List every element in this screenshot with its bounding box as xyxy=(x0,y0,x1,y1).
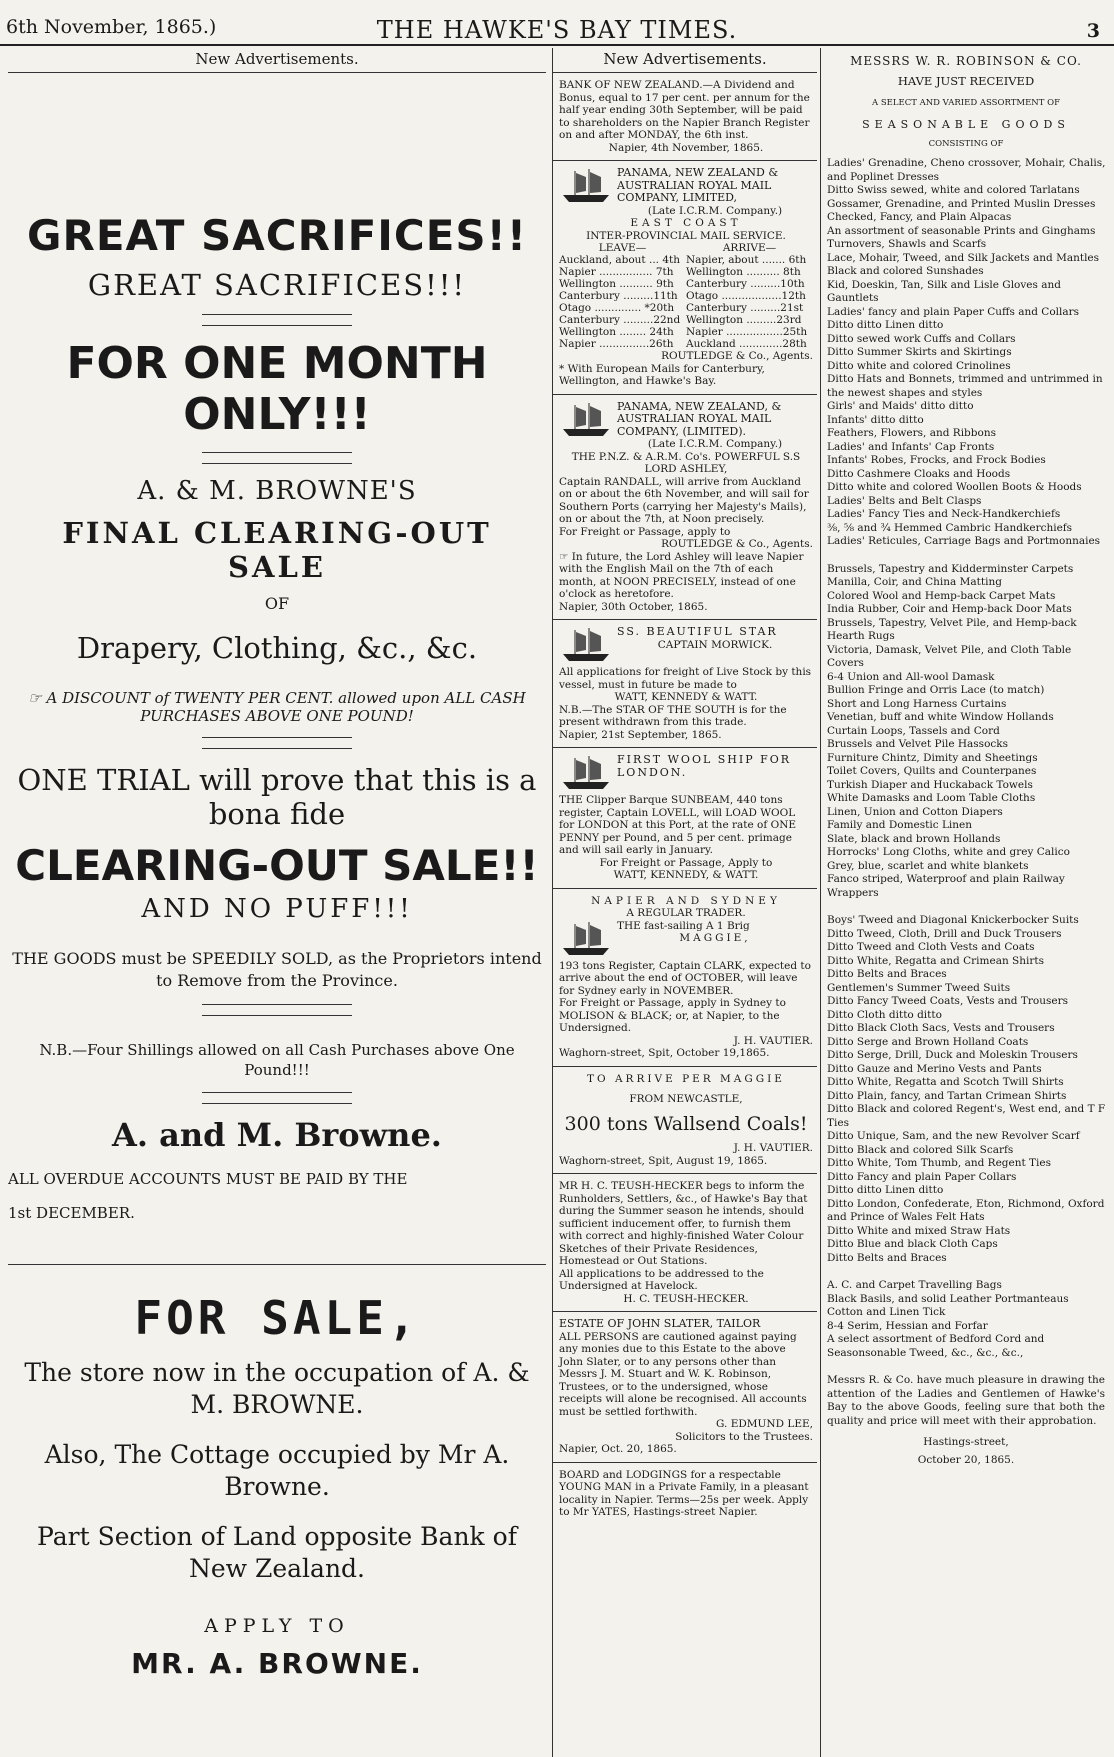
ad-text: 193 tons Register, Captain CLARK, expected to arrive about the end of OCTOBER, will leave for Sydney early in NOVEMBER. xyxy=(559,959,811,997)
goods-item: ⅜, ⅝ and ¾ Hemmed Cambric Handkerchiefs xyxy=(827,521,1073,534)
ad-text: All applications for freight of Live Stock by this vessel, must in future be made to xyxy=(559,666,812,691)
overdue-notice: ALL OVERDUE ACCOUNTS MUST BE PAID BY THE xyxy=(8,1170,408,1188)
ad-text: APPLY TO xyxy=(204,1615,350,1637)
ad-text: For Freight or Passage, Apply to xyxy=(599,856,773,869)
coals-ad xyxy=(553,1067,817,1175)
goods-item: Ladies' and Infants' Cap Fronts xyxy=(827,440,995,453)
goods-item: A. C. and Carpet Travelling Bags xyxy=(827,1279,1002,1291)
goods-item: Manilla, Coir, and China Matting xyxy=(827,576,1002,588)
goods-item: Girls' and Maids' ditto ditto xyxy=(827,400,974,412)
ad-headline: FOR ONE MONTH ONLY!!! xyxy=(66,338,488,440)
ad-agent: J. H. VAUTIER. xyxy=(733,1034,813,1047)
goods-item: 8-4 Serim, Hessian and Forfar xyxy=(827,1319,988,1332)
schedule-cell: Otago ..................12th xyxy=(685,290,806,302)
ad-text: The store now in the occupation of A. & M. BROWNE. xyxy=(24,1358,530,1419)
goods-item: Ditto white and colored Woollen Boots & Hoods xyxy=(827,481,1082,493)
ad-date: Napier, Oct. 20, 1865. xyxy=(559,1443,677,1455)
estate-notice-ad xyxy=(553,1312,817,1463)
goods-item: Ditto Belts and Braces xyxy=(827,968,947,980)
ad-subheading: HAVE JUST RECEIVED xyxy=(897,74,1035,88)
column-heading: New Advertisements. xyxy=(553,48,817,73)
goods-item: Turkish Diaper and Huckaback Towels xyxy=(827,778,1033,791)
schedule-cell: Canterbury .........10th xyxy=(685,278,805,290)
ad-agent: Solicitors to the Trustees. xyxy=(675,1430,813,1443)
goods-item: Ditto white and colored Crinolines xyxy=(827,359,1011,372)
goods-item: A select assortment of Bedford Cord and Seasonsonable Tweed, &c., &c., &c., xyxy=(827,1333,1045,1359)
ad-subheading: INTER-PROVINCIAL MAIL SERVICE. xyxy=(586,229,786,242)
goods-item: Ditto White and mixed Straw Hats xyxy=(827,1224,1011,1237)
ad-headline: FOR SALE, xyxy=(134,1291,420,1345)
bank-dividend-ad xyxy=(553,73,817,161)
discount-notice: ☞ A DISCOUNT of TWENTY PER CENT. allowed upon ALL CASH PURCHASES ABOVE ONE POUND! xyxy=(28,689,526,725)
goods-item: Linen, Union and Cotton Diapers xyxy=(827,805,1003,818)
goods-item: Ditto London, Confederate, Eton, Richmond, Oxford and Prince of Wales Felt Hats xyxy=(827,1197,1105,1223)
ad-date: Napier, 30th October, 1865. xyxy=(559,600,708,613)
goods-item: Grey, blue, scarlet and white blankets xyxy=(827,859,1029,872)
ad-subheading: FROM NEWCASTLE, xyxy=(629,1093,743,1105)
ad-text: Also, The Cottage occupied by Mr A. Browne. xyxy=(44,1440,510,1501)
ad-headline: GREAT SACRIFICES!! xyxy=(27,211,527,260)
goods-list-travel xyxy=(821,1279,1111,1360)
goods-item: Ditto Unique, Sam, and the new Revolver Scarf xyxy=(827,1130,1080,1142)
goods-item: Ladies' fancy and plain Paper Cuffs and Collars xyxy=(827,305,1080,318)
goods-item: Ditto Belts and Braces xyxy=(827,1251,947,1264)
ad-heading: PANAMA, NEW ZEALAND & AUSTRALIAN ROYAL MAIL COMPANY, LIMITED, xyxy=(617,166,779,204)
ad-headline: MR. A. BROWNE. xyxy=(131,1647,423,1680)
goods-list-household xyxy=(821,563,1111,901)
goods-item: Ditto Tweed, Cloth, Drill and Duck Trousers xyxy=(827,927,1062,940)
goods-item: Gossamer, Grenadine, and Printed Muslin Dresses xyxy=(827,197,1096,210)
ad-text: THE Clipper Barque SUNBEAM, 440 tons register, Captain LOVELL, will LOAD WOOL for LONDON at this Port, at the rate of ONE PENNY per Pound, and 5 per cent. primage and will sail early in January. xyxy=(559,794,797,856)
column-right xyxy=(820,48,1111,1757)
ad-text: A. & M. BROWNE'S xyxy=(137,476,417,506)
lodgings-ad xyxy=(553,1463,817,1525)
goods-item: Checked, Fancy, and Plain Alpacas xyxy=(827,211,1012,223)
goods-item: Toilet Covers, Quilts and Counterpanes xyxy=(827,765,1037,777)
goods-item: Infants' Robes, Frocks, and Frock Bodies xyxy=(827,454,1046,466)
schedule-head: ARRIVE— xyxy=(722,242,777,254)
goods-item: Ditto White, Regatta and Crimean Shirts xyxy=(827,954,1044,967)
goods-item: Black Basils, and solid Leather Portmanteaus xyxy=(827,1292,1069,1305)
ad-address: Hastings-street, xyxy=(923,1436,1009,1448)
goods-item: Ladies' Reticules, Carriage Bags and Portmonnaies xyxy=(827,535,1101,547)
ad-text xyxy=(8,1162,546,1230)
ad-signature: A. and M. Browne. xyxy=(112,1116,442,1154)
issue-date: 6th November, 1865.) xyxy=(6,16,217,38)
page-number: 3 xyxy=(1086,20,1100,42)
masthead xyxy=(0,0,1114,46)
ad-heading: PANAMA, NEW ZEALAND, & AUSTRALIAN ROYAL MAIL COMPANY, (LIMITED). xyxy=(617,399,782,438)
goods-item: Cotton and Linen Tick xyxy=(827,1306,946,1318)
schedule-cell: Wellington ........ 24th xyxy=(559,326,674,338)
goods-item: Family and Domestic Linen xyxy=(827,819,973,831)
schedule-cell: Napier ................ 7th xyxy=(559,266,674,278)
ad-text: N.B.—Four Shillings allowed on all Cash Purchases above One Pound!!! xyxy=(39,1041,515,1079)
ad-agent: H. C. TEUSH-HECKER. xyxy=(623,1292,749,1305)
ad-subheading: (Late I.C.R.M. Company.) xyxy=(647,204,783,217)
ship-icon xyxy=(559,626,613,664)
ad-note: ☞ In future, the Lord Ashley will leave Napier with the English Mail on the 7th of each month, at NOON PRECISELY, instead of one o'clock as heretofore. xyxy=(559,550,804,600)
ad-heading: ESTATE OF JOHN SLATER, TAILOR xyxy=(559,1317,761,1330)
schedule-cell: Wellington .......... 8th xyxy=(685,266,801,278)
for-sale-ad xyxy=(8,1291,546,1680)
ad-date: October 20, 1865. xyxy=(917,1454,1015,1466)
goods-item: White Damasks and Loom Table Cloths xyxy=(827,792,1036,804)
goods-list-clothing xyxy=(821,914,1111,1265)
ad-text: Captain RANDALL, will arrive from Auckland on or about the 6th November, and will sail for Southern Ports (carrying her Majesty's Mails), on or about the 7th, at Noon precisely. xyxy=(559,475,809,525)
ad-text: Part Section of Land opposite Bank of New Zealand. xyxy=(37,1522,517,1583)
goods-item: Ditto White, Tom Thumb, and Regent Ties xyxy=(827,1157,1052,1169)
column-middle xyxy=(552,48,817,1757)
schedule-cell: Canterbury .........11th xyxy=(559,290,678,302)
newspaper-title: THE HAWKE'S BAY TIMES. xyxy=(376,16,738,44)
ad-subheading: THE P.N.Z. & A.R.M. Co's. POWERFUL S.S xyxy=(571,450,801,463)
ad-date: Waghorn-street, Spit, October 19,1865. xyxy=(559,1047,770,1059)
ad-headline: 300 tons Wallsend Coals! xyxy=(564,1112,808,1135)
goods-item: Brussels and Velvet Pile Hassocks xyxy=(827,738,1009,750)
ad-headline: CLEARING-OUT SALE!! xyxy=(15,841,539,890)
ad-subheading: (Late I.C.R.M. Company.) xyxy=(647,438,783,450)
wool-ship-ad xyxy=(553,748,817,889)
sydney-trader-ad xyxy=(553,889,817,1067)
schedule-cell: Canterbury .........21st xyxy=(685,302,804,314)
goods-item: Black and colored Sunshades xyxy=(827,265,984,277)
goods-item: Ditto sewed work Cuffs and Collars xyxy=(827,332,1016,345)
ad-headline: SEASONABLE GOODS xyxy=(862,118,1070,131)
goods-item: Ladies' Belts and Belt Clasps xyxy=(827,494,982,507)
ad-text: For Freight or Passage, apply in Sydney to MOLISON & BLACK; or, at Napier, to the Undersigned. xyxy=(559,997,786,1034)
goods-item: Kid, Doeskin, Tan, Silk and Lisle Gloves and Gauntlets xyxy=(827,278,1061,304)
ad-agent: G. EDMUND LEE, xyxy=(716,1418,813,1430)
goods-item: Ditto Plain, fancy, and Tartan Crimean Shirts xyxy=(827,1089,1067,1102)
goods-item: Furniture Chintz, Dimity and Sheetings xyxy=(827,751,1038,764)
goods-item: Gentlemen's Summer Tweed Suits xyxy=(827,981,1011,994)
ad-text: ALL PERSONS are cautioned against paying any monies due to this Estate to the above John Slater, or to any persons other than Messrs J. M. Stuart and W. K. Robinson, Trustees, or to the undersigned, whose receipts will alone be recognised. All accounts must be settled forthwith. xyxy=(559,1330,807,1418)
goods-item: Bullion Fringe and Orris Lace (to match) xyxy=(827,684,1045,696)
goods-item: Ditto Black and colored Regent's, West end, and T F Ties xyxy=(827,1103,1106,1129)
ad-heading: SS. BEAUTIFUL STAR xyxy=(617,625,778,638)
ad-agent: J. H. VAUTIER. xyxy=(733,1142,813,1154)
goods-item: Boys' Tweed and Diagonal Knickerbocker Suits xyxy=(827,914,1079,926)
ad-date: Napier, 4th November, 1865. xyxy=(608,141,764,154)
goods-item: Victoria, Damask, Velvet Pile, and Cloth Table Covers xyxy=(827,643,1072,669)
goods-item: Horrocks' Long Cloths, white and grey Calico xyxy=(827,846,1070,858)
ship-icon xyxy=(559,920,613,958)
ad-date: Waghorn-street, Spit, August 19, 1865. xyxy=(559,1154,768,1167)
ad-agent: WATT, KENNEDY, & WATT. xyxy=(613,869,759,881)
goods-item: Ditto Cloth ditto ditto xyxy=(827,1008,942,1021)
goods-item: Ditto Gauze and Merino Vests and Pants xyxy=(827,1062,1042,1075)
goods-item: Ditto Hats and Bonnets, trimmed and untrimmed in the newest shapes and styles xyxy=(827,373,1103,399)
goods-item: Ditto Blue and black Cloth Caps xyxy=(827,1238,998,1250)
goods-list-drapery xyxy=(821,157,1111,549)
goods-item: Ditto Fancy and plain Paper Collars xyxy=(827,1170,1017,1183)
goods-item: Venetian, buff and white Window Hollands xyxy=(827,711,1054,723)
ornament-divider xyxy=(202,314,352,326)
goods-item: 6-4 Union and All-wool Damask xyxy=(827,670,995,683)
ad-text: BANK OF NEW ZEALAND.—A Dividend and Bonus, equal to 17 per cent. per annum for the half year ending 30th September, will be paid to shareholders on the Napier Branch Register on and after MONDAY, the 6th inst. xyxy=(559,79,810,141)
schedule-cell: Otago .............. *20th xyxy=(559,302,675,314)
ad-subheading: LORD ASHLEY, xyxy=(644,463,728,475)
goods-item: Ditto Tweed and Cloth Vests and Coats xyxy=(827,941,1035,953)
ship-icon xyxy=(559,754,613,792)
goods-item: Short and Long Harness Curtains xyxy=(827,697,1007,710)
closing-text: Messrs R. & Co. have much pleasure in drawing the attention of the Ladies and Gentlemen of Hawke's Bay to the above Goods, feeling sure that both the quality and price will meet with their approbation. xyxy=(827,1374,1105,1427)
ad-heading: MESSRS W. R. ROBINSON & CO. xyxy=(850,54,1082,68)
ad-heading: TO ARRIVE PER MAGGIE xyxy=(587,1072,785,1085)
goods-item: Brussels, Tapestry and Kidderminster Carpets xyxy=(827,562,1074,575)
ad-subheading: EAST COAST xyxy=(630,217,742,229)
goods-item: Ditto ditto Linen ditto xyxy=(827,1184,944,1196)
column-heading: New Advertisements. xyxy=(8,48,546,73)
goods-item: Fanco striped, Waterproof and plain Railway Wrappers xyxy=(827,873,1065,899)
ship-icon xyxy=(559,401,613,439)
ad-subheading: CAPTAIN MORWICK. xyxy=(657,638,773,651)
ornament-divider xyxy=(202,1092,352,1104)
mail-schedule xyxy=(559,242,813,350)
ad-subheading: A REGULAR TRADER. xyxy=(626,907,746,919)
goods-item: India Rubber, Coir and Hemp-back Door Mats xyxy=(827,603,1072,615)
schedule-cell: Auckland .............28th xyxy=(685,338,807,350)
goods-item: Slate, black and brown Hollands xyxy=(827,832,1001,845)
goods-item: Ditto Fancy Tweed Coats, Vests and Trousers xyxy=(827,995,1068,1007)
ornament-divider xyxy=(202,737,352,749)
goods-item: Ditto Serge, Drill, Duck and Moleskin Trousers xyxy=(827,1049,1078,1061)
goods-item: Ditto Summer Skirts and Skirtings xyxy=(827,346,1012,358)
ship-icon xyxy=(559,167,613,205)
schedule-cell: Canterbury .........22nd xyxy=(559,314,681,326)
ad-note: * With European Mails for Canterbury, Wellington, and Hawke's Bay. xyxy=(559,362,765,387)
goods-item: Ditto Black Cloth Sacs, Vests and Trousers xyxy=(827,1022,1055,1034)
column-left xyxy=(8,48,546,1757)
goods-item: An assortment of seasonable Prints and Ginghams xyxy=(827,224,1096,237)
overdue-date: 1st DECEMBER. xyxy=(8,1204,135,1222)
ad-subheading: MAGGIE, xyxy=(679,932,751,944)
ad-text: Drapery, Clothing, &c., &c. xyxy=(76,631,478,665)
ad-subheadline: GREAT SACRIFICES!!! xyxy=(87,268,467,302)
goods-item: Ladies' Fancy Ties and Neck-Handkerchiefs xyxy=(827,508,1061,520)
browne-sale-ad xyxy=(8,211,546,1230)
ad-text: All applications to be addressed to the Undersigned at Havelock. xyxy=(559,1267,764,1292)
ornament-divider xyxy=(202,1004,352,1016)
ad-text: For Freight or Passage, apply to xyxy=(559,525,731,538)
schedule-cell: Wellington .........23rd xyxy=(685,314,802,326)
beautiful-star-ad xyxy=(553,620,817,748)
ad-agent: ROUTLEDGE & Co., Agents. xyxy=(661,538,813,550)
ad-text: ONE TRIAL will prove that this is a bona fide xyxy=(17,763,537,831)
ornament-divider xyxy=(202,452,352,464)
lord-ashley-ad xyxy=(553,395,817,621)
ad-text: THE fast-sailing A 1 Brig xyxy=(617,919,750,932)
goods-item: Ladies' Grenadine, Cheno crossover, Mohair, Chalis, and Poplinet Dresses xyxy=(827,157,1106,183)
ad-agent: WATT, KENNEDY & WATT. xyxy=(614,691,758,703)
ad-subheading: A SELECT AND VARIED ASSORTMENT OF xyxy=(872,98,1060,108)
goods-item: Ditto White, Regatta and Scotch Twill Shirts xyxy=(827,1076,1064,1088)
goods-item: Ditto Cashmere Cloaks and Hoods xyxy=(827,467,1011,480)
ad-text: BOARD and LODGINGS for a respectable YOUNG MAN in a Private Family, in a pleasant locality in Napier. Terms—25s per week. Apply to Mr YATES, Hastings-street Napier. xyxy=(559,1468,809,1518)
ad-text: THE GOODS must be SPEEDILY SOLD, as the Proprietors intend to Remove from the Province. xyxy=(12,949,542,990)
ad-text: AND NO PUFF!!! xyxy=(141,894,413,924)
goods-item: Infants' ditto ditto xyxy=(827,413,924,426)
ad-date: Napier, 21st September, 1865. xyxy=(559,728,722,741)
schedule-cell: Wellington .......... 9th xyxy=(559,278,674,290)
ad-text: OF xyxy=(264,594,290,613)
ad-text: MR H. C. TEUSH-HECKER begs to inform the Runholders, Settlers, &c., of Hawke's Bay that during the Summer season he intends, should sufficient inducement offer, to furnish them with correct and highly-finished Water Colour Sketches of their Private Residences, Homestead or Out Stations. xyxy=(559,1180,808,1267)
mail-service-ad xyxy=(553,161,817,395)
schedule-cell: Napier, about ....... 6th xyxy=(685,254,807,266)
goods-item: Brussels, Tapestry, Velvet Pile, and Hemp-back Hearth Rugs xyxy=(827,616,1077,642)
ad-note: N.B.—The STAR OF THE SOUTH is for the present withdrawn from this trade. xyxy=(559,703,787,728)
ad-subheading: CONSISTING OF xyxy=(928,139,1004,149)
section-rule xyxy=(8,1264,546,1265)
schedule-cell: Auckland, about ... 4th xyxy=(559,254,681,266)
goods-item: Feathers, Flowers, and Ribbons xyxy=(827,427,996,439)
goods-item: Curtain Loops, Tassels and Cord xyxy=(827,724,1000,737)
schedule-cell: Napier ...............26th xyxy=(559,338,674,350)
schedule-head: LEAVE— xyxy=(598,242,647,254)
goods-item: Lace, Mohair, Tweed, and Silk Jackets and Mantles xyxy=(827,251,1100,264)
goods-item: Turnovers, Shawls and Scarfs xyxy=(827,238,987,250)
goods-item: Ditto Black and colored Silk Scarfs xyxy=(827,1143,1014,1156)
schedule-cell: Napier .................25th xyxy=(685,326,808,338)
ad-heading: NAPIER AND SYDNEY xyxy=(591,894,781,907)
ad-headline: FINAL CLEARING-OUT SALE xyxy=(62,516,492,584)
sketch-artist-ad xyxy=(553,1174,817,1312)
goods-item: Ditto Swiss sewed, white and colored Tarlatans xyxy=(827,184,1080,196)
goods-item: Ditto ditto Linen ditto xyxy=(827,319,944,331)
ad-agent: ROUTLEDGE & Co., Agents. xyxy=(661,350,813,362)
goods-item: Colored Wool and Hemp-back Carpet Mats xyxy=(827,589,1056,602)
ad-heading: FIRST WOOL SHIP FOR LONDON. xyxy=(617,753,792,779)
goods-item: Ditto Serge and Brown Holland Coats xyxy=(827,1035,1029,1048)
